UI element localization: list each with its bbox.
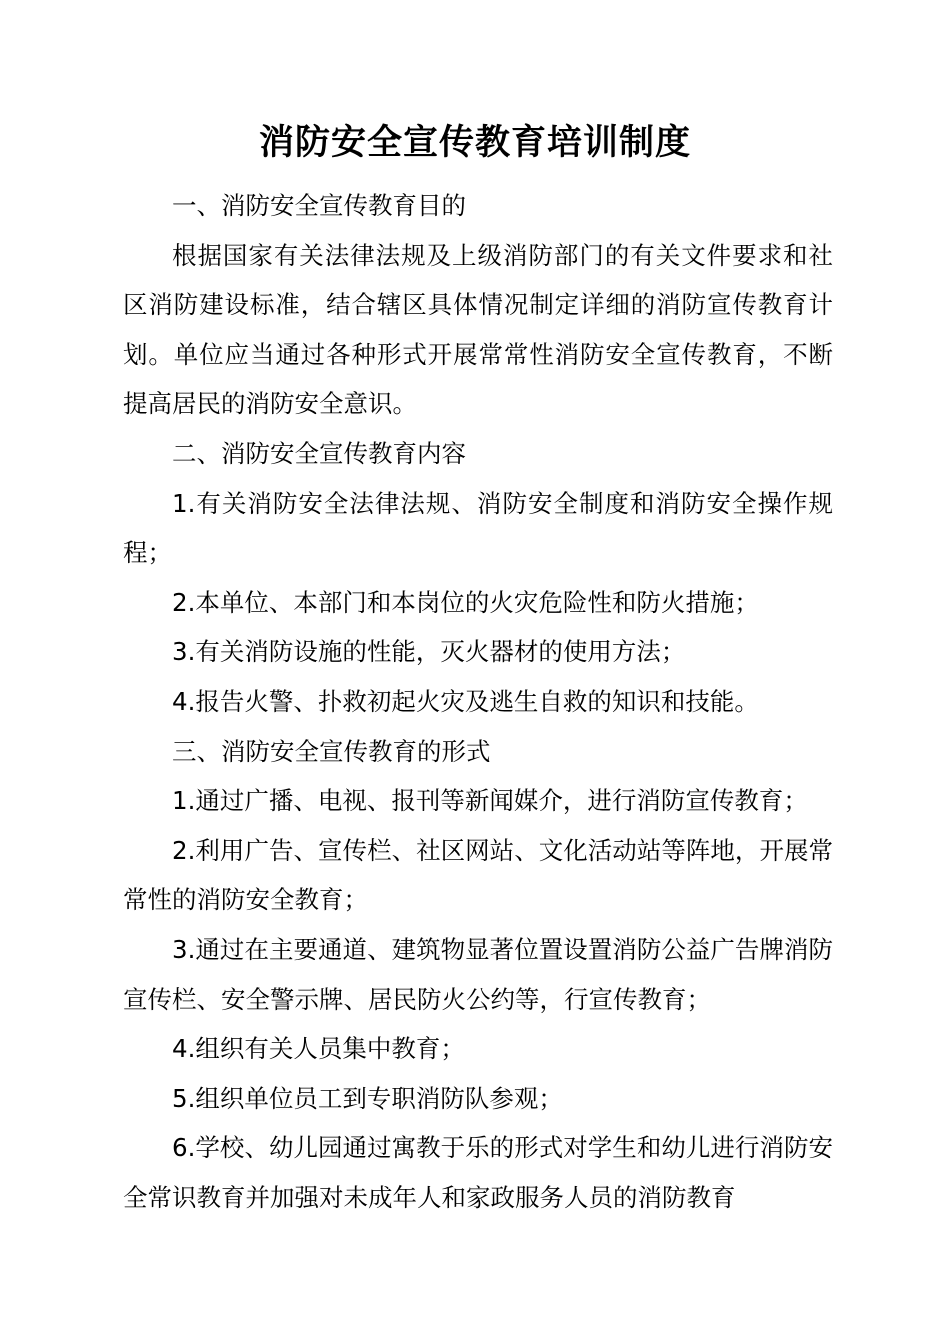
list-item-content-1: 1.有关消防安全法律法规、消防安全制度和消防安全操作规程； xyxy=(123,488,833,568)
paragraph-purpose: 根据国家有关法律法规及上级消防部门的有关文件要求和社区消防建设标准，结合辖区具体情况制定详细的消防宣传教育计划。单位应当通过各种形式开展常常性消防安全宣传教育，不断提高居民的消防安全意识。 xyxy=(123,240,833,419)
document-body xyxy=(123,181,833,1222)
list-item-forms-3: 3.通过在主要通道、建筑物显著位置设置消防公益广告牌消防宣传栏、安全警示牌、居民防火公约等，行宣传教育； xyxy=(123,934,833,1014)
list-item-forms-4: 4.组织有关人员集中教育； xyxy=(172,1034,465,1064)
list-item-forms-2: 2.利用广告、宣传栏、社区网站、文化活动站等阵地，开展常常性的消防安全教育； xyxy=(123,835,833,915)
list-item-forms-5: 5.组织单位员工到专职消防队参观； xyxy=(172,1083,563,1113)
list-item-content-2: 2.本单位、本部门和本岗位的火灾危险性和防火措施； xyxy=(172,587,759,617)
list-item-content-4: 4.报告火警、扑救初起火灾及逃生自救的知识和技能。 xyxy=(172,686,759,716)
section-heading-content: 二、消防安全宣传教育内容 xyxy=(172,438,466,468)
list-item-forms-1: 1.通过广播、电视、报刊等新闻媒介，进行消防宣传教育； xyxy=(172,786,808,816)
section-heading-purpose: 一、消防安全宣传教育目的 xyxy=(172,191,466,220)
document-title: 消防安全宣传教育培训制度 xyxy=(258,122,691,163)
list-item-content-3: 3.有关消防设施的性能，灭火器材的使用方法； xyxy=(172,637,686,667)
section-heading-forms: 三、消防安全宣传教育的形式 xyxy=(172,736,491,766)
list-item-forms-6: 6.学校、幼儿园通过寓教于乐的形式对学生和幼儿进行消防安全常识教育并加强对未成年人和家政服务人员的消防教育 xyxy=(123,1133,833,1212)
